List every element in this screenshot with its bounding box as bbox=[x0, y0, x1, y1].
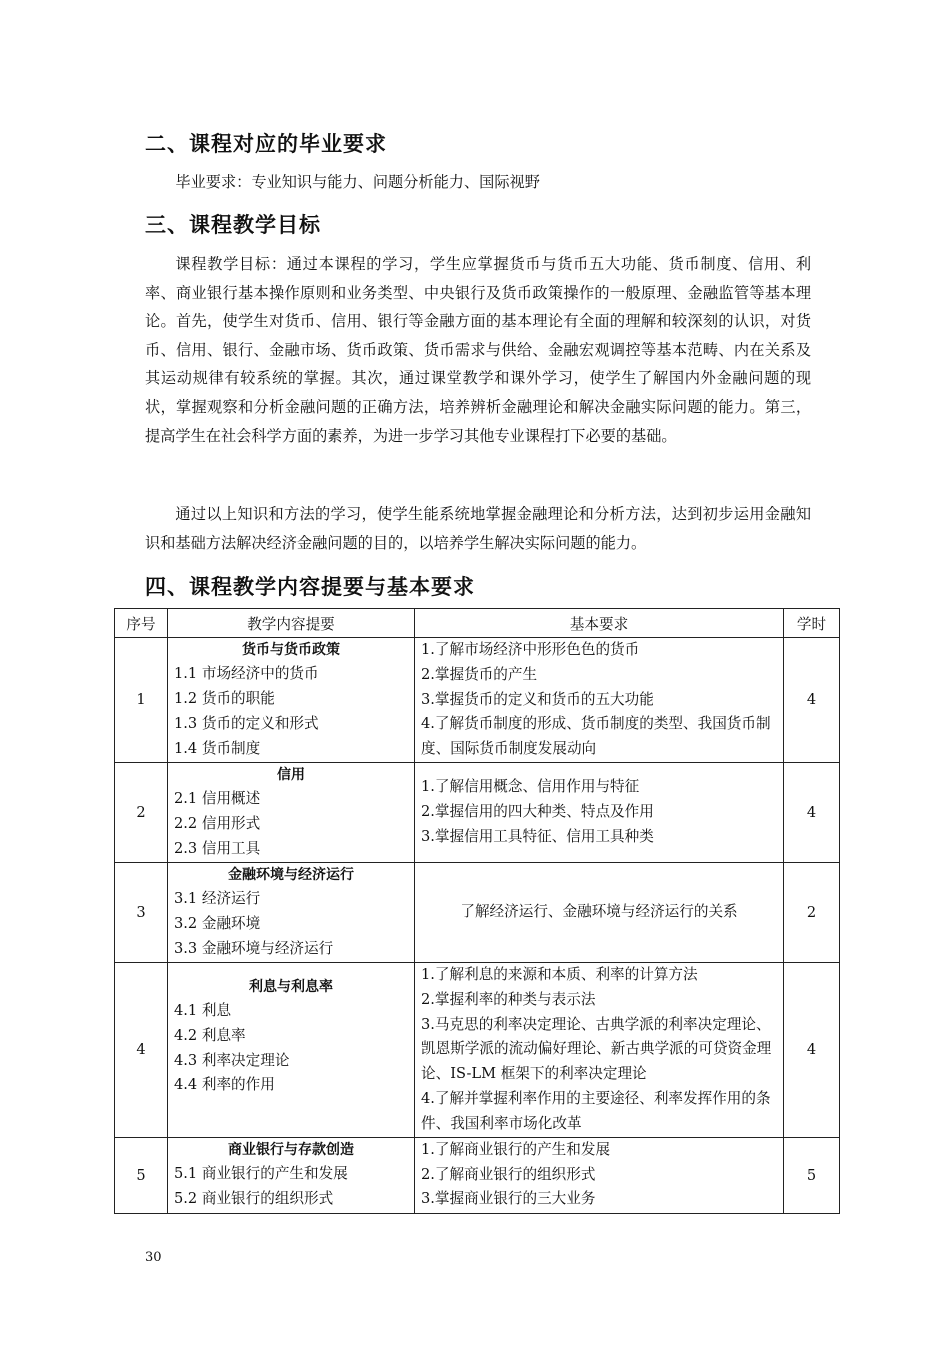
section-heading-content-outline: 四、课程教学内容提要与基本要求 bbox=[145, 575, 475, 599]
subtopic: 3.3 金融环境与经济运行 bbox=[174, 939, 334, 957]
requirements-cell bbox=[415, 638, 784, 763]
table-row bbox=[115, 762, 840, 862]
table-row bbox=[115, 862, 840, 962]
subtopic: 2.3 信用工具 bbox=[174, 839, 261, 857]
header-content: 教学内容提要 bbox=[168, 609, 415, 638]
requirement-item: 1.了解市场经济中形形色色的货币 bbox=[421, 641, 640, 658]
subtopic: 4.4 利率的作用 bbox=[174, 1076, 275, 1094]
row-number: 2 bbox=[115, 762, 168, 862]
header-hours: 学时 bbox=[784, 609, 840, 638]
row-number: 5 bbox=[115, 1137, 168, 1213]
table-row bbox=[115, 638, 840, 763]
header-number: 序号 bbox=[115, 609, 168, 638]
requirement-item: 1.了解信用概念、信用作用与特征 bbox=[421, 778, 640, 796]
requirement-item: 3.掌握信用工具特征、信用工具种类 bbox=[421, 827, 654, 845]
content-cell bbox=[168, 638, 415, 763]
methods-paragraph: 通过以上知识和方法的学习，使学生能系统地掌握金融理论和分析方法，达到初步运用金融知识和基础方法解决经济金融问题的目的，以培养学生解决实际问题的能力。 bbox=[145, 505, 811, 552]
hours-cell: 5 bbox=[784, 1137, 840, 1213]
subtopic: 2.1 信用概述 bbox=[174, 790, 261, 808]
row-number: 3 bbox=[115, 862, 168, 962]
subtopic: 3.2 金融环境 bbox=[174, 915, 261, 933]
subtopic: 4.1 利息 bbox=[174, 1001, 232, 1019]
table-row bbox=[115, 1137, 840, 1213]
hours-cell: 2 bbox=[784, 862, 840, 962]
requirement-item: 2.了解商业银行的组织形式 bbox=[421, 1165, 596, 1183]
section-heading-teaching-objectives: 三、课程教学目标 bbox=[145, 213, 321, 237]
graduation-requirements-text: 毕业要求：专业知识与能力、问题分析能力、国际视野 bbox=[175, 173, 540, 191]
requirement-item: 2.掌握信用的四大种类、特点及作用 bbox=[421, 803, 654, 821]
requirement-item: 1.了解商业银行的产生和发展 bbox=[421, 1140, 611, 1158]
requirement-item: 3.马克思的利率决定理论、古典学派的利率决定理论、凯恩斯学派的流动偏好理论、新古典学派的可贷资金理论、IS-LM 框架下的利率决定理论 bbox=[421, 1015, 772, 1083]
header-requirements: 基本要求 bbox=[415, 609, 784, 638]
subtopic: 1.4 货币制度 bbox=[174, 739, 261, 757]
hours-cell: 4 bbox=[784, 638, 840, 763]
hours-cell: 4 bbox=[784, 762, 840, 862]
requirements-cell bbox=[415, 962, 784, 1137]
topic-title: 利息与利息率 bbox=[249, 978, 333, 995]
requirement-item: 3.掌握商业银行的三大业务 bbox=[421, 1190, 596, 1208]
course-content-table bbox=[114, 608, 840, 1214]
topic-title: 信用 bbox=[277, 767, 305, 784]
section-heading-graduation-requirements: 二、课程对应的毕业要求 bbox=[145, 132, 387, 156]
requirements-cell bbox=[415, 762, 784, 862]
content-cell bbox=[168, 1137, 415, 1213]
requirements-cell bbox=[415, 862, 784, 962]
requirements-cell bbox=[415, 1137, 784, 1213]
hours-cell: 4 bbox=[784, 962, 840, 1137]
topic-title: 商业银行与存款创造 bbox=[228, 1142, 354, 1159]
requirement-item: 2.掌握利率的种类与表示法 bbox=[421, 990, 596, 1008]
requirement-item: 3.掌握货币的定义和货币的五大功能 bbox=[421, 690, 654, 708]
requirement-item: 1.了解利息的来源和本质、利率的计算方法 bbox=[421, 965, 698, 983]
content-cell bbox=[168, 762, 415, 862]
topic-title: 金融环境与经济运行 bbox=[228, 867, 354, 884]
content-cell bbox=[168, 962, 415, 1137]
row-number: 4 bbox=[115, 962, 168, 1137]
requirement-item: 4.了解货币制度的形成、货币制度的类型、我国货币制度、国际货币制度发展动向 bbox=[421, 715, 771, 758]
subtopic: 2.2 信用形式 bbox=[174, 815, 261, 833]
table-row bbox=[115, 962, 840, 1137]
row-number: 1 bbox=[115, 638, 168, 763]
table-header-row bbox=[115, 609, 840, 638]
teaching-objectives-paragraph: 课程教学目标：通过本课程的学习，学生应掌握货币与货币五大功能、货币制度、信用、利率、商业银行基本操作原则和业务类型、中央银行及货币政策操作的一般原理、金融监管等基本理论。首先，使学生对货币、信用、银行等金融方面的基本理论有全面的理解和较深刻的认识，对货币、信用、银行、金融市场、货币政策、货币需求与供给、金融宏观调控等基本范畴、内在关系及其运动规律有较系统的掌握。其次，通过课堂教学和课外学习，使学生了解国内外金融问题的现状，掌握观察和分析金融问题的正确方法，培养辨析金融理论和解决金融实际问题的能力。第三，提高学生在社会科学方面的素养，为进一步学习其他专业课程打下必要的基础。 bbox=[145, 255, 811, 445]
page-number: 30 bbox=[145, 1250, 162, 1265]
requirement-item: 了解经济运行、金融环境与经济运行的关系 bbox=[460, 903, 738, 921]
subtopic: 5.1 商业银行的产生和发展 bbox=[174, 1165, 348, 1183]
subtopic: 1.2 货币的职能 bbox=[174, 690, 275, 708]
content-cell bbox=[168, 862, 415, 962]
subtopic: 3.1 经济运行 bbox=[174, 890, 261, 908]
topic-title: 货币与货币政策 bbox=[242, 642, 340, 659]
subtopic: 4.3 利率决定理论 bbox=[174, 1051, 290, 1069]
subtopic: 4.2 利息率 bbox=[174, 1026, 246, 1044]
subtopic: 5.2 商业银行的组织形式 bbox=[174, 1190, 334, 1208]
requirement-item: 2.掌握货币的产生 bbox=[421, 665, 538, 683]
requirement-item: 4.了解并掌握利率作用的主要途径、利率发挥作用的条件、我国利率市场化改革 bbox=[421, 1089, 771, 1132]
subtopic: 1.1 市场经济中的货币 bbox=[174, 665, 319, 683]
subtopic: 1.3 货币的定义和形式 bbox=[174, 714, 319, 732]
